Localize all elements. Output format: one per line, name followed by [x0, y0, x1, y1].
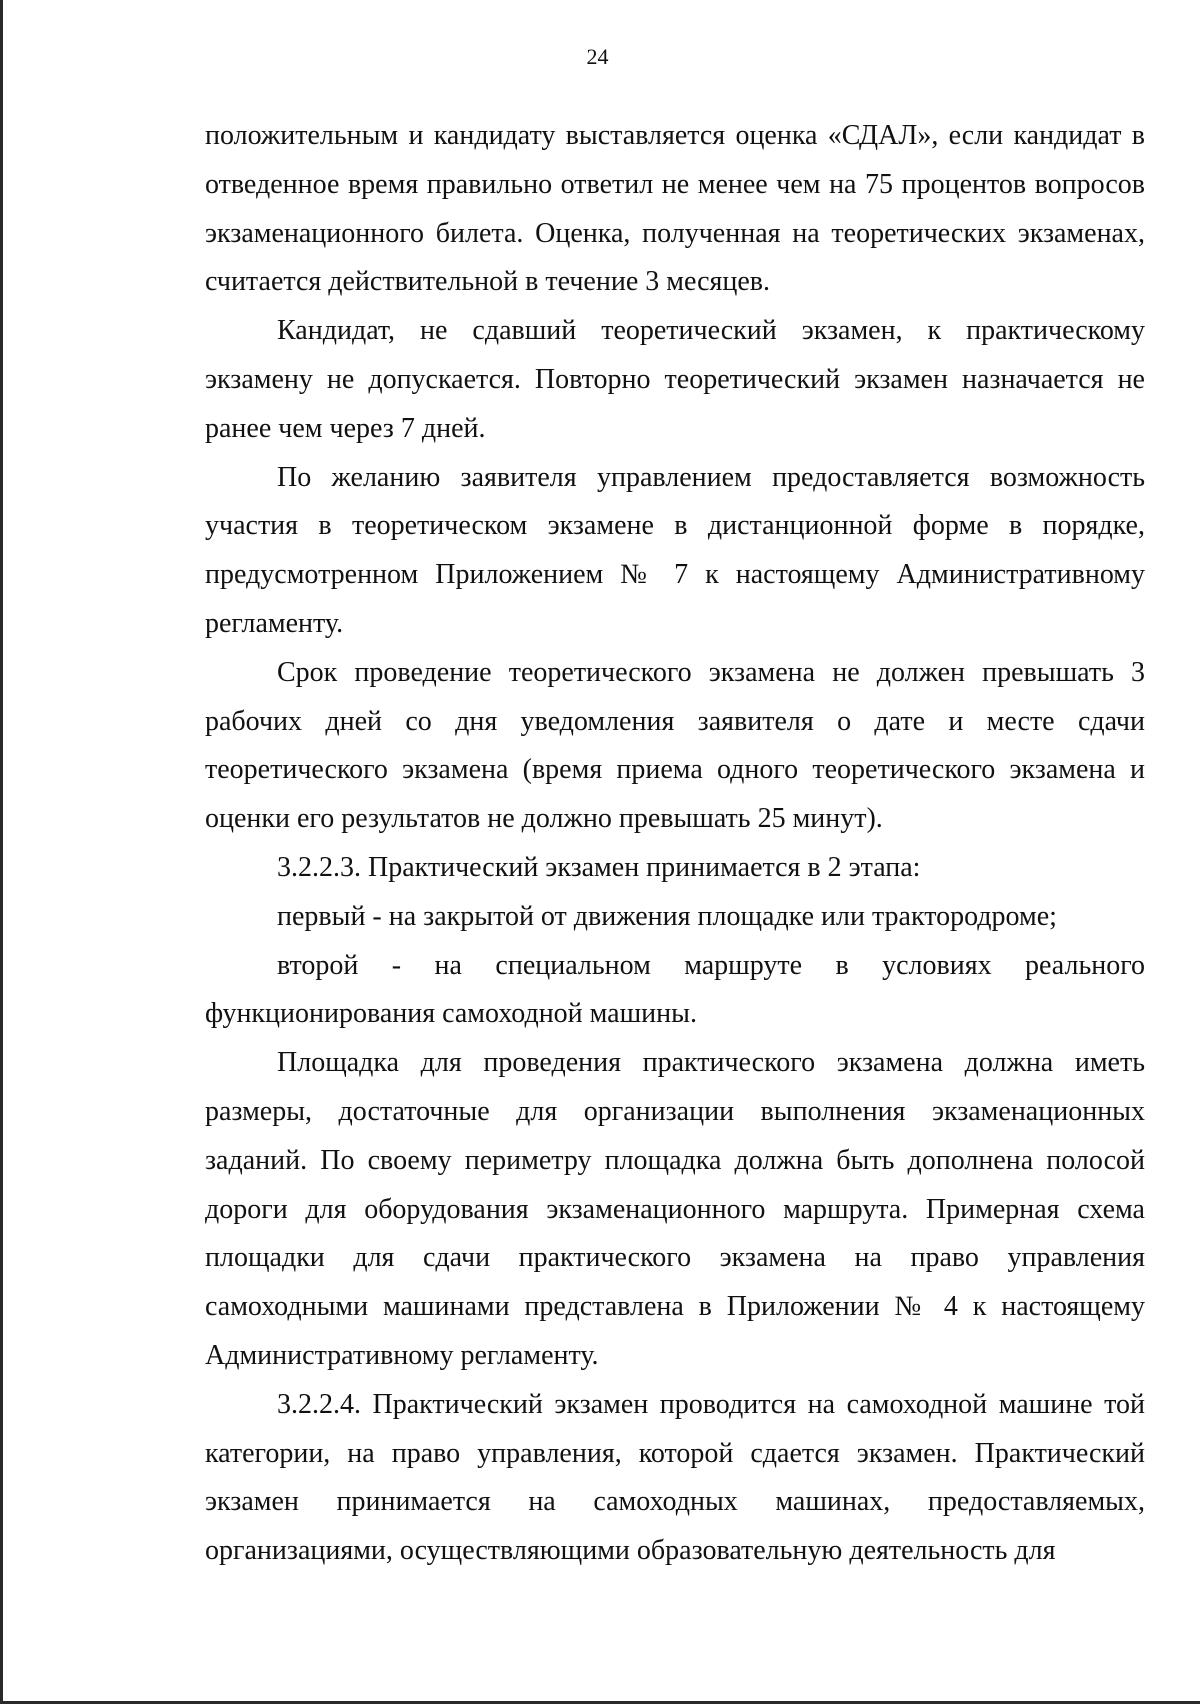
paragraph: Площадка для проведения практического экзамена должна иметь размеры, достаточные для организации выполнения экзаменационных заданий. По своему периметру площадка должна быть дополнена полосой дороги для оборудования экзаменационного маршрута. Примерная схема площадки для сдачи практического экзамена на право управления самоходными машинами представлена в Приложении № 4 к настоящему Административному регламенту.: [205, 1047, 1145, 1371]
page-number: 24: [586, 44, 609, 69]
paragraph-continuation: положительным и кандидату выставляется оценка «СДАЛ», если кандидат в отведенное время правильно ответил не менее чем на 75 процентов вопросов экзаменационного билета. Оценка, полученная на теоретических экзаменах, считается действительной в течение 3 месяцев.: [205, 120, 1145, 298]
paragraph: первый - на закрытой от движения площадке или трактородроме;: [277, 900, 1057, 932]
scan-left-border: [0, 0, 3, 1704]
document-body: [205, 112, 1145, 1576]
paragraph: 3.2.2.3. Практический экзамен принимается в 2 этапа:: [277, 851, 921, 883]
paragraph: Срок проведение теоретического экзамена не должен превышать 3 рабочих дней со дня уведомления заявителя о дате и месте сдачи теоретического экзамена (время приема одного теоретического экзамена и оценки его результатов не должно превышать 25 минут).: [205, 656, 1145, 835]
paragraph: второй - на специальном маршруте в условиях реального функционирования самоходной машины.: [205, 949, 1145, 1030]
paragraph: 3.2.2.4. Практический экзамен проводится на самоходной машине той категории, на право управления, которой сдается экзамен. Практический экзамен принимается на самоходных машинах, предоставляемых, организациями, осуществляющими образовательную деятельность для: [205, 1388, 1145, 1567]
paragraph: По желанию заявителя управлением предоставляется возможность участия в теоретическом экзамене в дистанционной форме в порядке, предусмотренном Приложением № 7 к настоящему Административному регламенту.: [205, 461, 1145, 639]
paragraph: Кандидат, не сдавший теоретический экзамен, к практическому экзамену не допускается. Повторно теоретический экзамен назначается не ранее чем через 7 дней.: [205, 315, 1145, 444]
